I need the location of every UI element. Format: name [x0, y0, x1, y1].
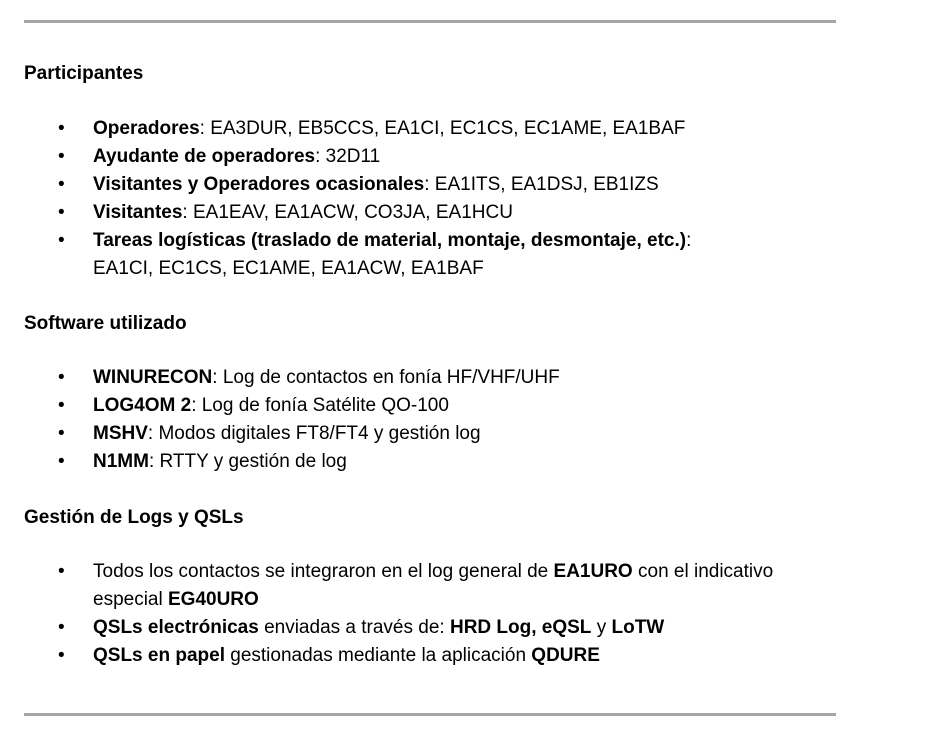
- bullet-icon: •: [58, 367, 65, 388]
- item-text: gestionadas mediante la aplicación: [224, 645, 532, 666]
- bullet-icon: •: [58, 423, 65, 444]
- item-label: Ayudante de operadores: [93, 146, 316, 167]
- item-bold: HRD Log, eQSL: [449, 617, 592, 638]
- item-text: : Log de contactos en fonía HF/VHF/UHF: [212, 367, 560, 388]
- item-text: : Modos digitales FT8/FT4 y gestión log: [147, 423, 481, 444]
- item-label: N1MM: [93, 451, 149, 472]
- bullet-icon: •: [58, 146, 65, 167]
- list-item: [0, 448, 860, 476]
- item-text: con el indicativo: [632, 561, 774, 582]
- item-bold: EA1URO: [553, 561, 633, 582]
- list-item: [0, 364, 860, 392]
- item-label: MSHV: [93, 423, 148, 444]
- item-text: especial: [93, 589, 168, 610]
- list-item: [0, 420, 860, 448]
- section-heading-participantes: Participantes: [24, 63, 144, 84]
- list-item: [0, 642, 860, 670]
- item-label: Visitantes y Operadores ocasionales: [93, 174, 425, 195]
- item-label: WINURECON: [93, 367, 213, 388]
- software-list: [0, 364, 860, 476]
- section-heading-software: Software utilizado: [24, 313, 187, 334]
- participants-list: [0, 115, 860, 283]
- item-label: Visitantes: [93, 202, 183, 223]
- item-bold: QDURE: [531, 645, 600, 666]
- list-item: [0, 227, 860, 283]
- bullet-icon: •: [58, 118, 65, 139]
- item-bold: QSLs en papel: [93, 645, 225, 666]
- item-text: : EA3DUR, EB5CCS, EA1CI, EC1CS, EC1AME, EA1BAF: [199, 118, 686, 139]
- bullet-icon: •: [58, 451, 65, 472]
- logs-qsls-list: [0, 558, 860, 670]
- item-text: enviadas a través de:: [258, 617, 450, 638]
- item-label: LOG4OM 2: [93, 395, 192, 416]
- item-bold: LoTW: [611, 617, 665, 638]
- bullet-icon: •: [58, 617, 65, 638]
- item-text: :: [686, 230, 692, 251]
- item-text: : EA1ITS, EA1DSJ, EB1IZS: [424, 174, 659, 195]
- item-label: Operadores: [93, 118, 200, 139]
- list-item: [0, 558, 860, 614]
- bullet-icon: •: [58, 174, 65, 195]
- list-item: [0, 614, 860, 642]
- item-text: Todos los contactos se integraron en el log general de: [93, 561, 554, 582]
- item-text: y: [591, 617, 612, 638]
- item-bold: EG40URO: [168, 589, 259, 610]
- list-item: [0, 143, 860, 171]
- list-item: [0, 199, 860, 227]
- top-divider: [24, 20, 836, 23]
- item-text: : EA1EAV, EA1ACW, CO3JA, EA1HCU: [182, 202, 513, 223]
- item-bold: QSLs electrónicas: [93, 617, 259, 638]
- list-item: [0, 171, 860, 199]
- bullet-icon: •: [58, 202, 65, 223]
- bullet-icon: •: [58, 561, 65, 582]
- item-text-continued: EA1CI, EC1CS, EC1AME, EA1ACW, EA1BAF: [93, 258, 484, 279]
- item-label: Tareas logísticas (traslado de material, montaje, desmontaje, etc.): [93, 230, 687, 251]
- bottom-divider: [24, 713, 836, 716]
- item-text: : 32D11: [315, 146, 381, 167]
- bullet-icon: •: [58, 645, 65, 666]
- list-item: [0, 392, 860, 420]
- section-heading-logs-qsls: Gestión de Logs y QSLs: [24, 507, 244, 528]
- bullet-icon: •: [58, 395, 65, 416]
- bullet-icon: •: [58, 230, 65, 251]
- item-text: : RTTY y gestión de log: [148, 451, 347, 472]
- item-text: : Log de fonía Satélite QO-100: [191, 395, 449, 416]
- list-item: [0, 115, 860, 143]
